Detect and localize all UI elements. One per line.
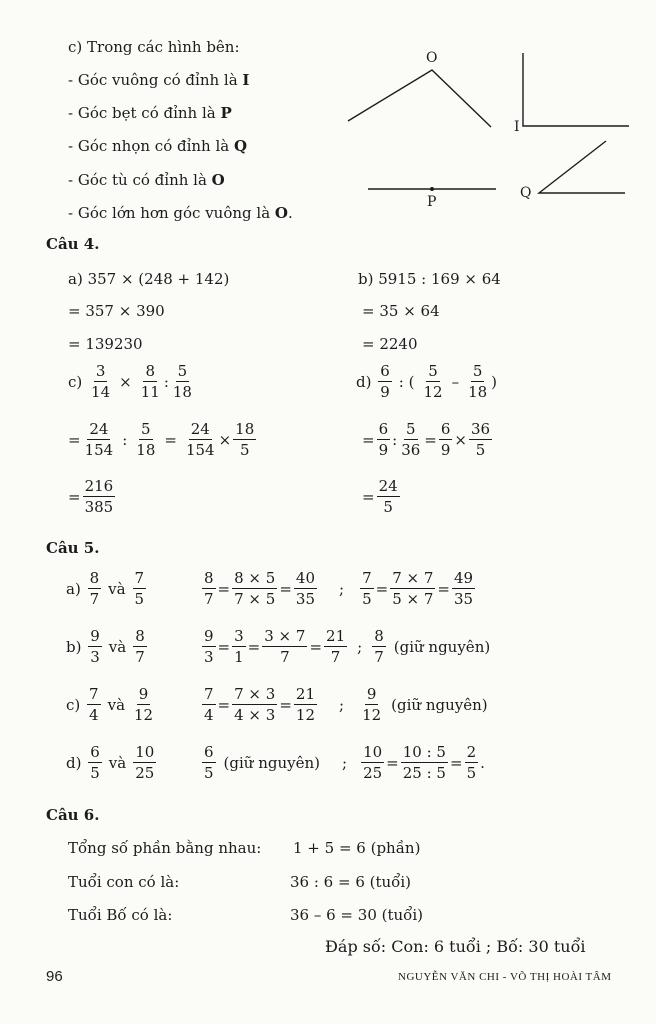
fraction: $\frac{6}{5}$ (204, 743, 214, 782)
page-number: 96 (46, 968, 63, 985)
cau6-row3-label: Tuổi Bố có là: (68, 906, 173, 924)
fraction: $\frac{40}{35}$ (295, 569, 315, 608)
cau4-d-line1: d) $\frac{6}{9}$ : ( $\frac{5}{12}$ – $\frac{5}{18}$ ) (356, 362, 498, 401)
fraction: $\frac{24}{154}$ (84, 420, 114, 459)
angle-figures (0, 0, 656, 230)
cau4-a-line2: = 357 × 390 (68, 302, 165, 320)
cau6-row2-label: Tuổi con có là: (68, 873, 180, 891)
fraction: $\frac{24}{5}$ (378, 477, 398, 516)
cau5-d-given: d) $\frac{6}{5}$ và $\frac{10}{25}$ (66, 743, 155, 782)
cau6-row1-label: Tổng số phần bằng nhau: (68, 839, 262, 857)
fraction: $\frac{3}{1}$ (234, 627, 244, 666)
angle-line-2: - Góc bẹt có đỉnh là P (68, 104, 232, 122)
label-i: I (514, 119, 520, 135)
fraction: $\frac{5}{18}$ (172, 362, 192, 401)
cau5-b-work: $\frac{9}{3}$ = $\frac{3}{1}$ = $\frac{3 \times 7}{7}$ = $\frac{21}{7}$ ; $\frac{8}{7}$ (giữ nguyên) (204, 627, 491, 666)
fraction: $\frac{2}{5}$ (466, 743, 477, 782)
cau4-d-line2: = $\frac{6}{9}$ : $\frac{5}{36}$ = $\frac{6}{9}$ × $\frac{36}{5}$ (362, 420, 491, 459)
angle-line-4: - Góc tù có đỉnh là O (68, 171, 225, 189)
fraction: $\frac{6}{9}$ (440, 420, 451, 459)
cau5-a-work: $\frac{8}{7}$ = $\frac{8 \times 5}{7 \times 5}$ = $\frac{40}{35}$ ; $\frac{7}{5}$ = $\frac{7 \times 7}{5 \times 7}$ = $\frac{49}{35}$ (204, 569, 474, 608)
fraction: $\frac{7}{5}$ (134, 569, 145, 608)
fraction: $\frac{7}{4}$ (204, 685, 214, 724)
fraction: $\frac{7}{4}$ (89, 685, 99, 724)
fraction: $\frac{7 \times 3}{4 \times 3}$ (234, 685, 276, 724)
label-q: Q (520, 185, 532, 201)
cau4-c-line2: = $\frac{24}{154}$ : $\frac{5}{18}$ = $\frac{24}{154}$ × $\frac{18}{5}$ (68, 420, 255, 459)
fraction: $\frac{3}{14}$ (91, 362, 111, 401)
fraction: $\frac{18}{5}$ (235, 420, 255, 459)
fraction: $\frac{5}{18}$ (468, 362, 488, 401)
point-p (430, 187, 434, 191)
fraction: $\frac{5}{18}$ (136, 420, 156, 459)
fraction: $\frac{7 \times 7}{5 \times 7}$ (392, 569, 434, 608)
cau5-a-given: a) $\frac{8}{7}$ và $\frac{7}{5}$ (66, 569, 145, 608)
fraction: $\frac{6}{9}$ (378, 420, 389, 459)
fraction: $\frac{8}{7}$ (204, 569, 214, 608)
cau5-c-work: $\frac{7}{4}$ = $\frac{7 \times 3}{4 \times 3}$ = $\frac{21}{12}$ ; $\frac{9}{12}$ (giữ nguyên) (204, 685, 488, 724)
label-p: P (427, 194, 437, 210)
fraction: $\frac{7}{5}$ (362, 569, 372, 608)
fraction: $\frac{216}{385}$ (84, 477, 114, 516)
cau4-c-line1: c) $\frac{3}{14}$ × $\frac{8}{11}$ : $\frac{5}{18}$ (68, 362, 192, 401)
fraction: $\frac{6}{9}$ (380, 362, 390, 401)
cau4-b-line2: = 35 × 64 (362, 302, 440, 320)
fraction: $\frac{9}{3}$ (204, 627, 214, 666)
angle-i-figure (523, 53, 629, 126)
cau6-answer: Đáp số: Con: 6 tuổi ; Bố: 30 tuổi (325, 937, 586, 956)
angle-line-3: - Góc nhọn có đỉnh là Q (68, 137, 248, 155)
fraction: $\frac{8}{11}$ (140, 362, 160, 401)
fraction: $\frac{9}{12}$ (134, 685, 154, 724)
fraction: $\frac{10}{25}$ (135, 743, 155, 782)
cau5-title: Câu 5. (46, 539, 100, 557)
cau4-d-line3: = $\frac{24}{5}$ (362, 477, 398, 516)
cau4-a-line1: a) 357 × (248 + 142) (68, 270, 230, 288)
fraction: $\frac{8 \times 5}{7 \times 5}$ (234, 569, 276, 608)
label-o: O (426, 50, 438, 66)
fraction: $\frac{3 \times 7}{7}$ (264, 627, 306, 666)
cau6-row3-value: 36 – 6 = 30 (tuổi) (290, 906, 423, 924)
angle-o-figure (348, 70, 491, 127)
angle-line-5: - Góc lớn hơn góc vuông là O. (68, 204, 293, 222)
cau4-b-line3: = 2240 (362, 335, 418, 353)
cau5-d-work: $\frac{6}{5}$ (giữ nguyên) ; $\frac{10}{25}$ = $\frac{10 : 5}{25 : 5}$ = $\frac{2}{5}$ . (204, 743, 485, 782)
fraction: $\frac{36}{5}$ (470, 420, 491, 459)
fraction: $\frac{10 : 5}{25 : 5}$ (402, 743, 446, 782)
cau5-b-given: b) $\frac{9}{3}$ và $\frac{8}{7}$ (66, 627, 145, 666)
cau6-row2-value: 36 : 6 = 6 (tuổi) (290, 873, 412, 891)
cau6-title: Câu 6. (46, 806, 100, 824)
fraction: $\frac{49}{35}$ (453, 569, 474, 608)
fraction: $\frac{8}{7}$ (135, 627, 145, 666)
fraction: $\frac{8}{7}$ (374, 627, 384, 666)
fraction: $\frac{21}{7}$ (326, 627, 346, 666)
fraction: $\frac{8}{7}$ (89, 569, 100, 608)
angle-q-figure (539, 141, 625, 193)
cau5-c-given: c) $\frac{7}{4}$ và $\frac{9}{12}$ (66, 685, 154, 724)
fraction: $\frac{9}{3}$ (90, 627, 100, 666)
fraction: $\frac{5}{36}$ (401, 420, 421, 459)
angle-line-1: - Góc vuông có đỉnh là I (68, 71, 250, 89)
fraction: $\frac{10}{25}$ (363, 743, 383, 782)
fraction: $\frac{9}{12}$ (362, 685, 382, 724)
cau4-a-line3: = 139230 (68, 335, 143, 353)
fraction: $\frac{5}{12}$ (423, 362, 443, 401)
fraction: $\frac{24}{154}$ (185, 420, 215, 459)
cau4-b-line1: b) 5915 : 169 × 64 (358, 270, 501, 288)
fraction: $\frac{21}{12}$ (295, 685, 315, 724)
cau4-title: Câu 4. (46, 235, 100, 253)
footer-authors: NGUYỄN VĂN CHI - VÕ THỊ HOÀI TÂM (398, 971, 612, 983)
part-c-intro: c) Trong các hình bên: (68, 38, 240, 56)
cau6-row1-value: 1 + 5 = 6 (phần) (293, 839, 421, 857)
cau4-c-line3: = $\frac{216}{385}$ (68, 477, 114, 516)
fraction: $\frac{6}{5}$ (90, 743, 100, 782)
